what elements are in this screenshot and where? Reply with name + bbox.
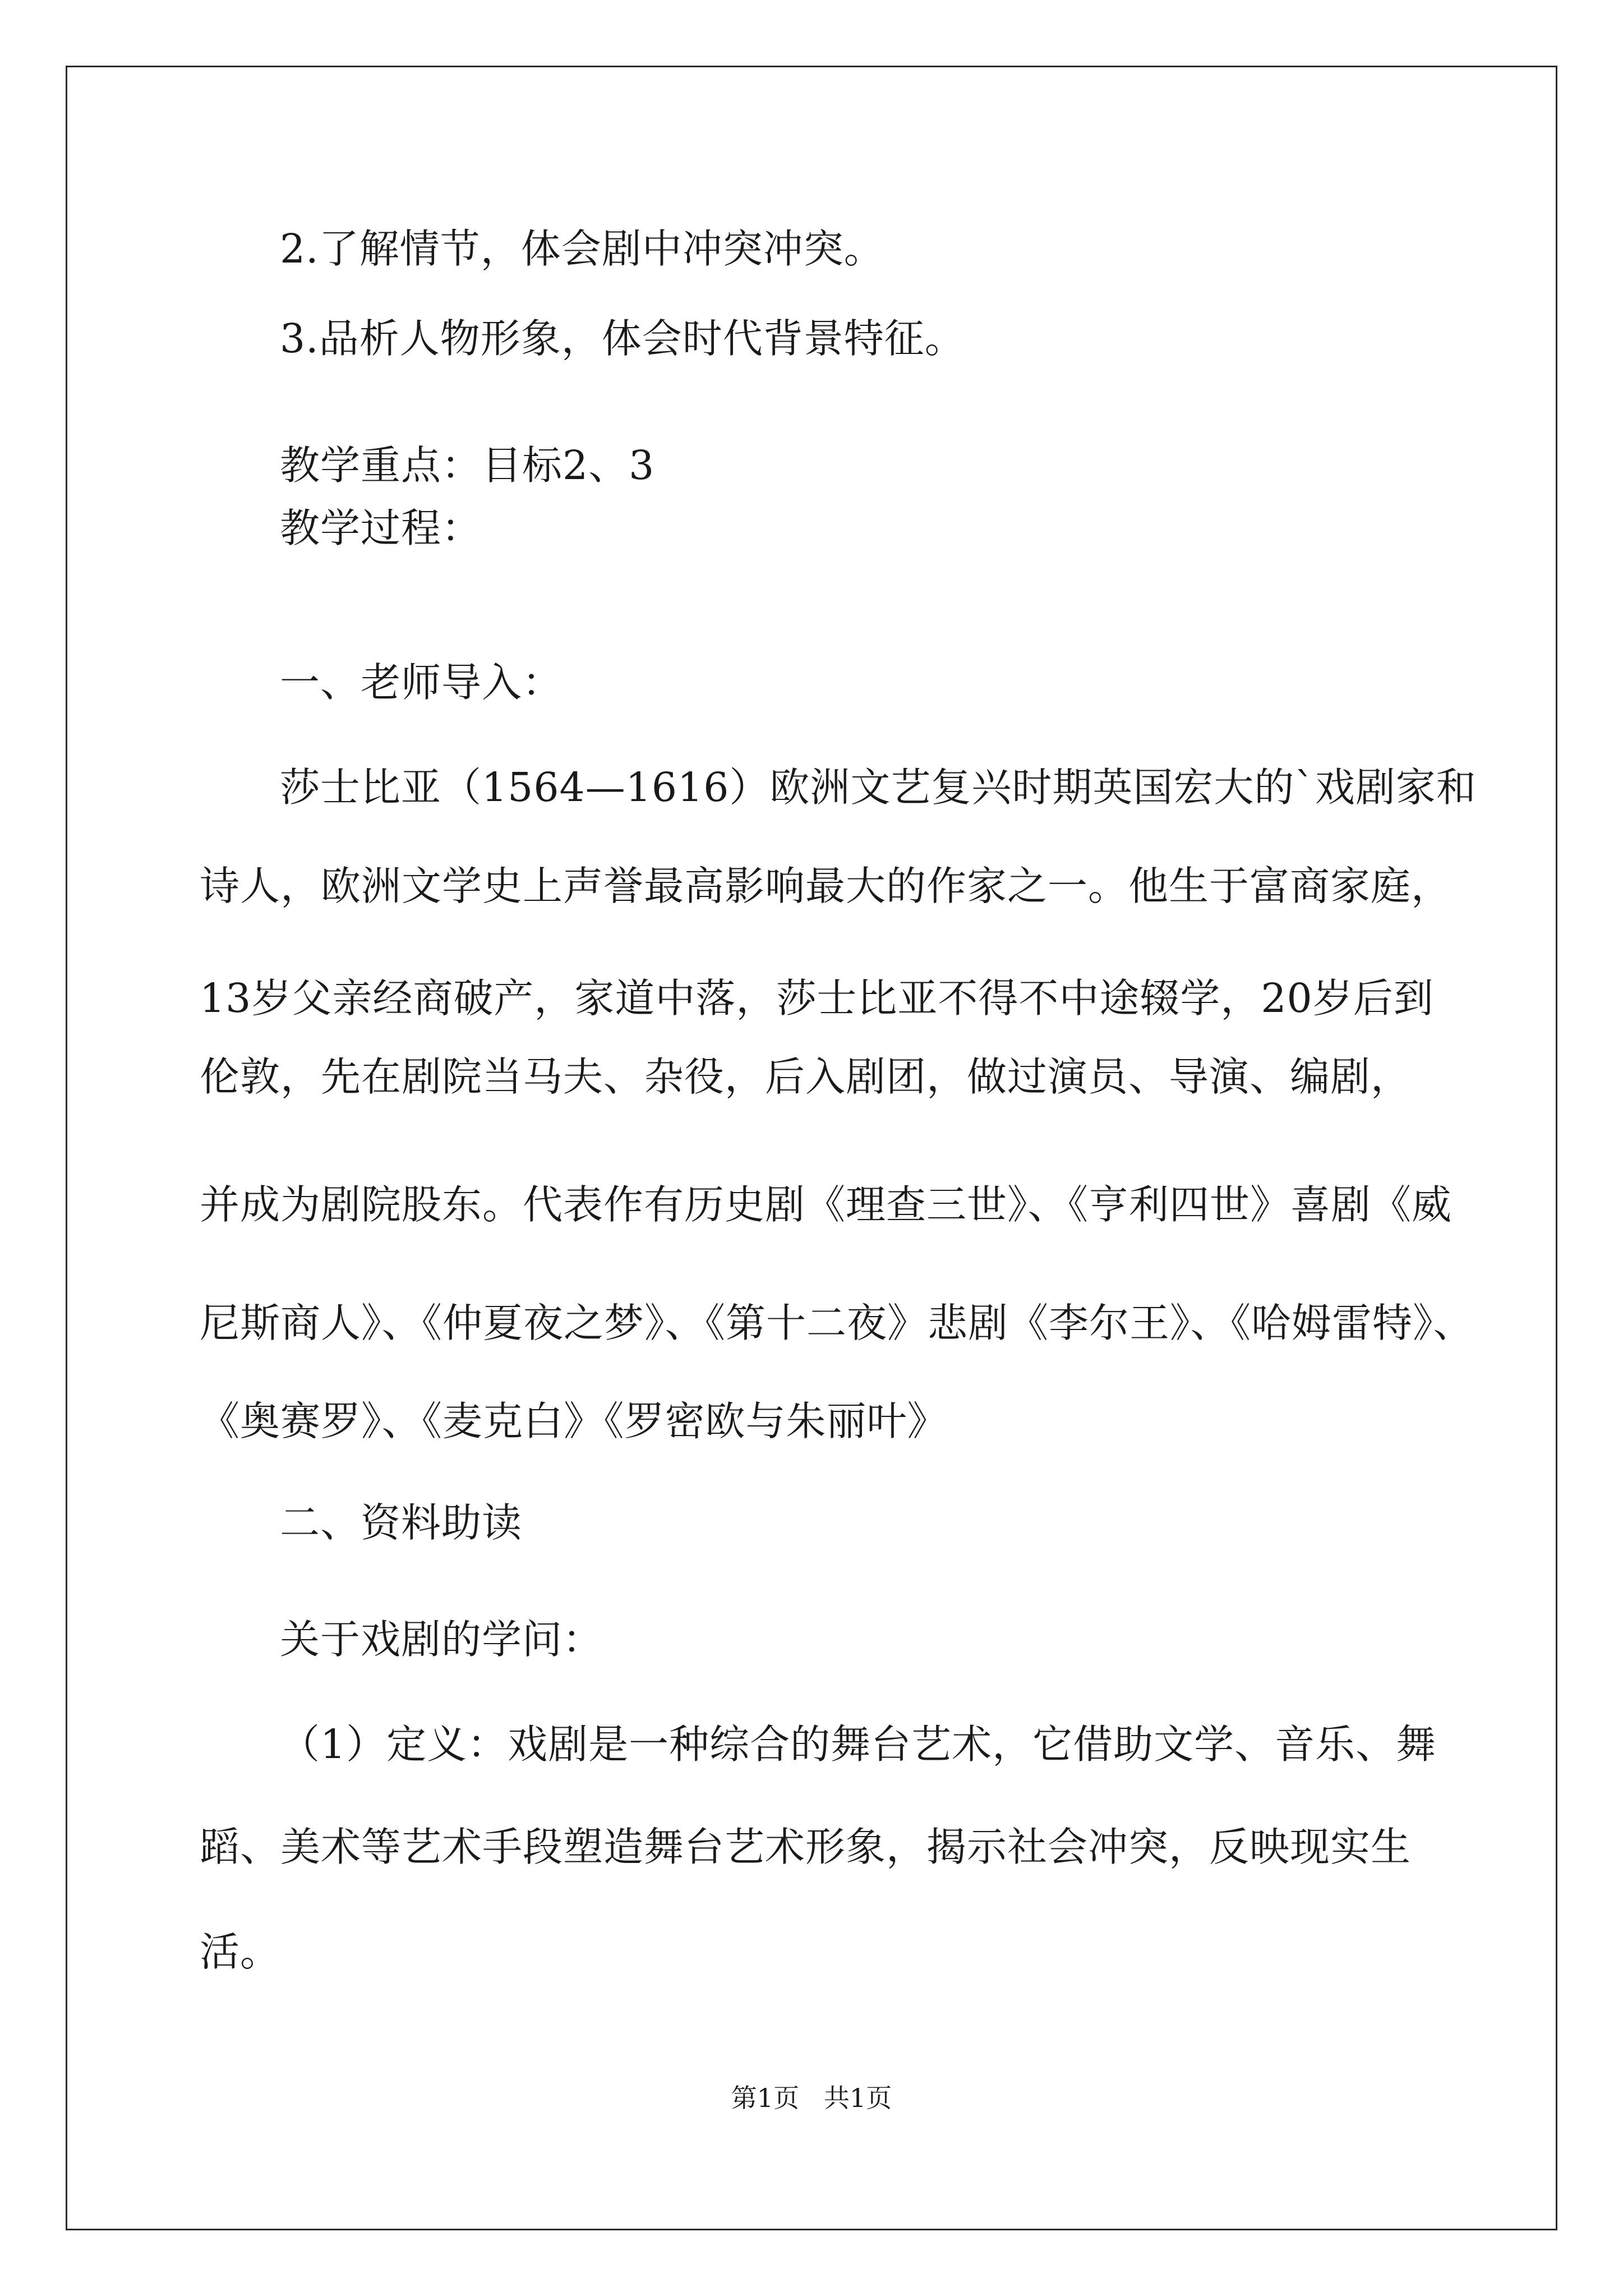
- section-1-heading: 一、老师导入：: [280, 659, 563, 706]
- paragraph-line: 并成为剧院股东。代表作有历史剧《理查三世》、《亨利四世》喜剧《威: [200, 1181, 1453, 1228]
- teaching-process-heading: 教学过程：: [280, 505, 482, 551]
- paragraph-line: 莎士比亚（1564—1616）欧洲文艺复兴时期英国宏大的`戏剧家和: [280, 764, 1477, 811]
- paragraph-line: 尼斯商人》、《仲夏夜之梦》、《第十二夜》悲剧《李尔王》、《哈姆雷特》、: [200, 1300, 1474, 1346]
- definition-line: （1）定义：戏剧是一种综合的舞台艺术，它借助文学、音乐、舞: [280, 1721, 1437, 1768]
- page-number-footer: 第1页 共1页: [731, 2083, 892, 2113]
- paragraph-line: 诗人，欧洲文学史上声誉最高影响最大的作家之一。他生于富商家庭，: [200, 863, 1452, 909]
- page-border: [66, 66, 1557, 2230]
- paragraph-line: 伦敦，先在剧院当马夫、杂役，后入剧团，做过演员、导演、编剧，: [200, 1053, 1412, 1100]
- teaching-focus: 教学重点：目标2、3: [280, 442, 655, 489]
- paragraph-line: 13岁父亲经商破产，家道中落，莎士比亚不得不中途辍学，20岁后到: [200, 975, 1434, 1022]
- objective-3: 3.品析人物形象，体会时代背景特征。: [280, 315, 965, 362]
- definition-line: 活。: [200, 1929, 281, 1975]
- definition-line: 蹈、美术等艺术手段塑造舞台艺术形象，揭示社会冲突，反映现实生: [200, 1824, 1412, 1870]
- objective-2: 2.了解情节，体会剧中冲突冲突。: [280, 226, 884, 272]
- section-2-heading: 二、资料助读: [280, 1499, 523, 1546]
- drama-knowledge-heading: 关于戏剧的学问：: [280, 1616, 603, 1663]
- paragraph-line: 《奥赛罗》、《麦克白》《罗密欧与朱丽叶》: [200, 1398, 948, 1444]
